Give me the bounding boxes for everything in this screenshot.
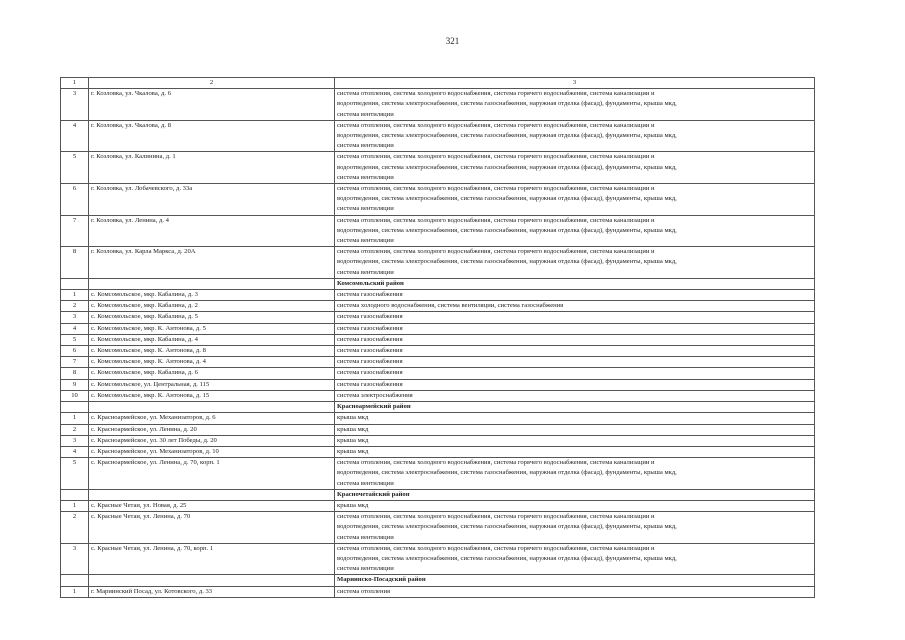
systems-line: крыша мкд: [337, 414, 369, 422]
systems-line: водоотведения, система электроснабжения, система газоснабжения, наружная отделка (фасад), фундаменты, крыша мкд,: [337, 195, 677, 203]
table-row: [61, 500, 815, 511]
table-row: [61, 357, 815, 368]
row-address: г. Козловка, ул. Лобачевского, д. 33а: [89, 184, 335, 216]
row-number: 5: [61, 334, 89, 345]
row-number: 8: [61, 247, 89, 279]
row-number: 3: [61, 89, 89, 121]
systems-line: водоотведения, система электроснабжения, система газоснабжения, наружная отделка (фасад), фундаменты, крыша мкд,: [337, 226, 677, 234]
row-number: 10: [61, 390, 89, 401]
row-address: с. Комсомольское, мкр. Кабалина, д. 3: [89, 290, 335, 301]
row-number: 2: [61, 512, 89, 544]
systems-line: система вентиляции: [337, 565, 394, 573]
district-name: Красночетайский район: [335, 489, 815, 500]
row-address: с. Комсомольское, мкр. Кабалина, д. 5: [89, 312, 335, 323]
row-address: г. Козловка, ул. Чкалова, д. 8: [89, 120, 335, 152]
row-systems: [335, 215, 815, 247]
systems-line: водоотведения, система электроснабжения, система газоснабжения, наружная отделка (фасад), фундаменты, крыша мкд,: [337, 132, 677, 140]
row-systems: [335, 424, 815, 435]
systems-line: система вентиляции: [337, 205, 394, 213]
row-number: 1: [61, 290, 89, 301]
systems-line: система вентиляции: [337, 237, 394, 245]
row-systems: [335, 312, 815, 323]
systems-line: система газоснабжения: [337, 335, 403, 343]
district-empty-cell: [89, 402, 335, 413]
table-row: [61, 435, 815, 446]
systems-line: система холодного водоснабжения, система вентиляции, система газоснабжения: [337, 302, 564, 310]
row-systems: [335, 458, 815, 490]
header-cell-1: 1: [61, 78, 89, 89]
systems-line: крыша мкд: [337, 447, 369, 455]
row-number: 4: [61, 323, 89, 334]
systems-line: крыша мкд: [337, 501, 369, 509]
systems-line: система вентиляции: [337, 479, 394, 487]
table-row: [61, 413, 815, 424]
table-row: [61, 290, 815, 301]
systems-line: крыша мкд: [337, 436, 369, 444]
row-systems: [335, 290, 815, 301]
table-row: [61, 390, 815, 401]
row-address: с. Комсомольское, мкр. К. Антонова, д. 8: [89, 346, 335, 357]
header-cell-2: 2: [89, 78, 335, 89]
row-systems: [335, 413, 815, 424]
row-address: с. Красноармейское, ул. Механизаторов, д. 6: [89, 413, 335, 424]
table-row: [61, 543, 815, 575]
table-row: [61, 184, 815, 216]
row-address: с. Красные Четаи, ул. Новая, д. 25: [89, 500, 335, 511]
systems-line: система вентиляции: [337, 533, 394, 541]
systems-line: система отопления, система холодного водоснабжения, система горячего водоснабжения, система канализации и: [337, 459, 655, 467]
row-systems: [335, 334, 815, 345]
row-systems: [335, 500, 815, 511]
row-number: 2: [61, 301, 89, 312]
table-row: [61, 379, 815, 390]
row-systems: [335, 543, 815, 575]
row-systems: [335, 346, 815, 357]
district-name: Мариинско-Посадский район: [335, 575, 815, 586]
header-row: [61, 78, 815, 89]
systems-line: система отопления, система холодного водоснабжения, система горячего водоснабжения, система канализации и: [337, 90, 655, 98]
row-address: с. Комсомольское, мкр. Кабалина, д. 4: [89, 334, 335, 345]
systems-line: система отопления, система холодного водоснабжения, система горячего водоснабжения, система канализации и: [337, 544, 655, 552]
row-number: 1: [61, 500, 89, 511]
systems-line: система вентиляции: [337, 268, 394, 276]
district-row: [61, 402, 815, 413]
systems-line: система газоснабжения: [337, 358, 403, 366]
district-empty-cell: [61, 575, 89, 586]
row-address: с. Комсомольское, мкр. К. Антонова, д. 4: [89, 357, 335, 368]
row-number: 3: [61, 543, 89, 575]
systems-line: система отопления: [337, 587, 391, 595]
row-address: с. Красноармейское, ул. 30 лет Победы, д. 20: [89, 435, 335, 446]
repair-table: [60, 77, 815, 598]
table-row: [61, 368, 815, 379]
systems-line: система вентиляции: [337, 142, 394, 150]
district-empty-cell: [61, 278, 89, 289]
systems-line: система газоснабжения: [337, 347, 403, 355]
row-systems: [335, 357, 815, 368]
row-systems: [335, 120, 815, 152]
systems-line: водоотведения, система электроснабжения, система газоснабжения, наружная отделка (фасад), фундаменты, крыша мкд,: [337, 469, 677, 477]
row-address: с. Красные Четаи, ул. Ленина, д. 70: [89, 512, 335, 544]
district-row: [61, 575, 815, 586]
header-cell-3: 3: [335, 78, 815, 89]
row-systems: [335, 368, 815, 379]
systems-line: водоотведения, система электроснабжения, система газоснабжения, наружная отделка (фасад), фундаменты, крыша мкд,: [337, 258, 677, 266]
table-row: [61, 215, 815, 247]
row-number: 5: [61, 458, 89, 490]
row-address: г. Мариинский Посад, ул. Котовского, д. 33: [89, 586, 335, 597]
page-number: 321: [445, 36, 460, 46]
table-row: [61, 446, 815, 457]
row-number: 7: [61, 357, 89, 368]
district-name: Красноармейский район: [335, 402, 815, 413]
row-address: г. Козловка, ул. Калинина, д. 1: [89, 152, 335, 184]
table-row: [61, 458, 815, 490]
systems-line: система газоснабжения: [337, 313, 403, 321]
district-row: [61, 489, 815, 500]
row-address: г. Козловка, ул. Карла Маркса, д. 20А: [89, 247, 335, 279]
row-number: 4: [61, 446, 89, 457]
district-empty-cell: [61, 402, 89, 413]
table-row: [61, 312, 815, 323]
row-address: с. Комсомольское, мкр. Кабалина, д. 2: [89, 301, 335, 312]
row-systems: [335, 301, 815, 312]
systems-line: система газоснабжения: [337, 291, 403, 299]
table-row: [61, 512, 815, 544]
systems-line: система отопления, система холодного водоснабжения, система горячего водоснабжения, система канализации и: [337, 248, 655, 256]
systems-line: система электроснабжения: [337, 391, 413, 399]
row-address: с. Красноармейское, ул. Ленина, д. 20: [89, 424, 335, 435]
row-systems: [335, 323, 815, 334]
row-number: 1: [61, 413, 89, 424]
row-address: с. Красноармейское, ул. Механизаторов, д. 10: [89, 446, 335, 457]
row-systems: [335, 152, 815, 184]
systems-line: система газоснабжения: [337, 380, 403, 388]
systems-line: система отопления, система холодного водоснабжения, система горячего водоснабжения, система канализации и: [337, 185, 655, 193]
table-row: [61, 89, 815, 121]
table-row: [61, 424, 815, 435]
row-systems: [335, 586, 815, 597]
row-systems: [335, 379, 815, 390]
row-address: г. Козловка, ул. Ленина, д. 4: [89, 215, 335, 247]
row-number: 7: [61, 215, 89, 247]
row-address: с. Комсомольское, мкр. К. Антонова, д. 5: [89, 323, 335, 334]
row-number: 8: [61, 368, 89, 379]
row-number: 9: [61, 379, 89, 390]
row-address: с. Комсомольское, ул. Центральная, д. 115: [89, 379, 335, 390]
table-row: [61, 323, 815, 334]
row-systems: [335, 390, 815, 401]
table-row: [61, 120, 815, 152]
row-number: 4: [61, 120, 89, 152]
row-number: 3: [61, 435, 89, 446]
table-row: [61, 334, 815, 345]
systems-line: система газоснабжения: [337, 324, 403, 332]
district-row: [61, 278, 815, 289]
systems-line: водоотведения, система электроснабжения, система газоснабжения, наружная отделка (фасад), фундаменты, крыша мкд,: [337, 163, 677, 171]
systems-line: система отопления, система холодного водоснабжения, система горячего водоснабжения, система канализации и: [337, 121, 655, 129]
systems-line: система отопления, система холодного водоснабжения, система горячего водоснабжения, система канализации и: [337, 153, 655, 161]
row-number: 3: [61, 312, 89, 323]
row-systems: [335, 435, 815, 446]
row-number: 6: [61, 184, 89, 216]
systems-line: крыша мкд: [337, 425, 369, 433]
table-body: [61, 78, 815, 598]
row-systems: [335, 446, 815, 457]
row-address: г. Козловка, ул. Чкалова, д. 6: [89, 89, 335, 121]
systems-line: водоотведения, система электроснабжения, система газоснабжения, наружная отделка (фасад), фундаменты, крыша мкд,: [337, 523, 677, 531]
row-number: 5: [61, 152, 89, 184]
table-row: [61, 301, 815, 312]
systems-line: система отопления, система холодного водоснабжения, система горячего водоснабжения, система канализации и: [337, 216, 655, 224]
district-empty-cell: [89, 278, 335, 289]
row-systems: [335, 89, 815, 121]
row-number: 1: [61, 586, 89, 597]
district-empty-cell: [89, 489, 335, 500]
row-number: 2: [61, 424, 89, 435]
row-systems: [335, 184, 815, 216]
district-empty-cell: [89, 575, 335, 586]
table-row: [61, 346, 815, 357]
systems-line: система отопления, система холодного водоснабжения, система горячего водоснабжения, система канализации и: [337, 513, 655, 521]
systems-line: водоотведения, система электроснабжения, система газоснабжения, наружная отделка (фасад), фундаменты, крыша мкд,: [337, 554, 677, 562]
row-address: с. Комсомольское, мкр. Кабалина, д. 6: [89, 368, 335, 379]
row-address: с. Комсомольское, мкр. К. Антонова, д. 15: [89, 390, 335, 401]
systems-line: система вентиляции: [337, 110, 394, 118]
table-row: [61, 247, 815, 279]
district-name: Комсомольский район: [335, 278, 815, 289]
row-number: 6: [61, 346, 89, 357]
table-row: [61, 586, 815, 597]
row-systems: [335, 247, 815, 279]
row-address: с. Красные Четаи, ул. Ленина, д. 70, корп. 1: [89, 543, 335, 575]
systems-line: водоотведения, система электроснабжения, система газоснабжения, наружная отделка (фасад), фундаменты, крыша мкд,: [337, 100, 677, 108]
systems-line: система вентиляции: [337, 173, 394, 181]
row-systems: [335, 512, 815, 544]
district-empty-cell: [61, 489, 89, 500]
row-address: с. Красноармейское, ул. Ленина, д. 70, корп. 1: [89, 458, 335, 490]
systems-line: система газоснабжения: [337, 369, 403, 377]
table-row: [61, 152, 815, 184]
